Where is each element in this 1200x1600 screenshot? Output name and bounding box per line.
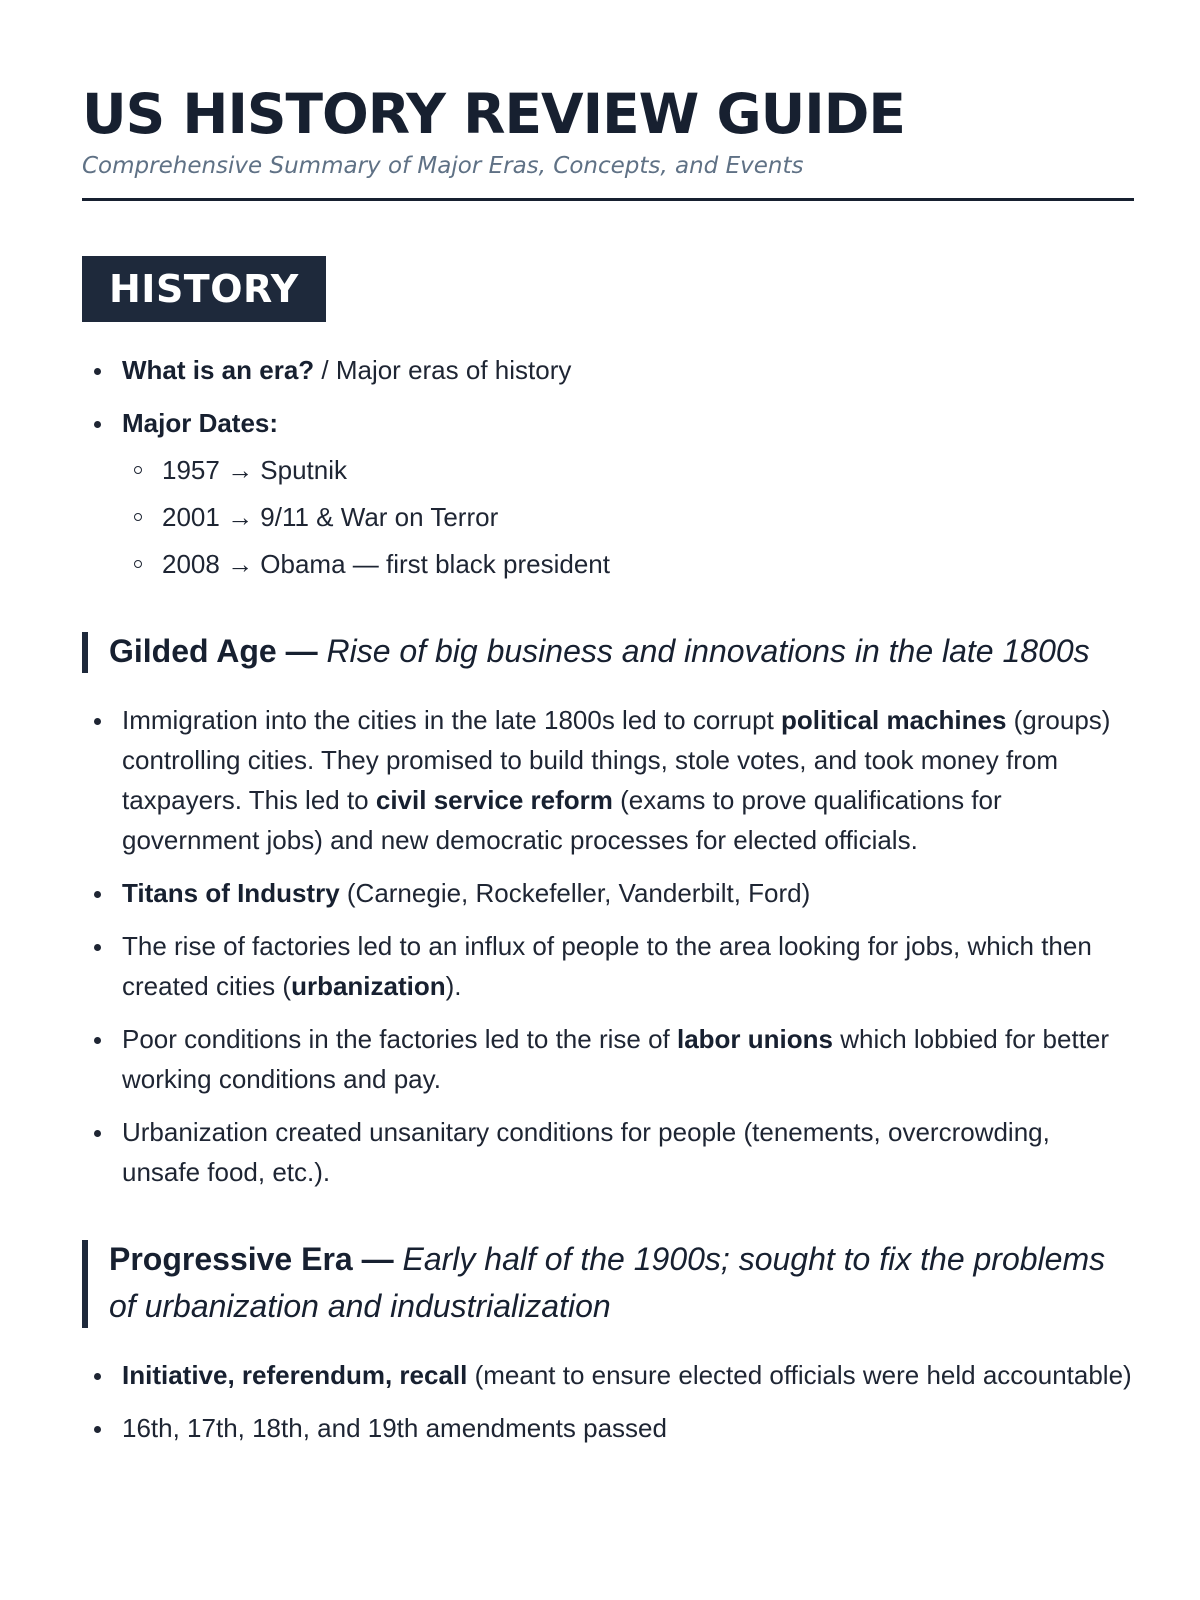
progressive-era-list xyxy=(82,1355,1134,1448)
list-item xyxy=(82,700,1134,860)
list-item xyxy=(82,1019,1134,1099)
list-item-text: ). xyxy=(445,971,462,1001)
key-term: Initiative, referendum, recall xyxy=(122,1360,468,1390)
list-item: Urbanization created unsanitary conditions for people (tenements, overcrowding, unsafe food, etc.). xyxy=(82,1112,1134,1192)
list-item-text: Poor conditions in the factories led to the rise of xyxy=(122,1024,677,1054)
dates-list xyxy=(122,450,1134,584)
key-term: urbanization xyxy=(291,971,446,1001)
list-item xyxy=(82,350,1134,390)
list-item-text: The rise of factories led to an influx of people to the area looking for jobs, which then created cities ( xyxy=(122,931,1092,1001)
key-term: civil service reform xyxy=(375,785,613,815)
key-term: political machines xyxy=(781,705,1007,735)
list-item xyxy=(82,873,1134,913)
era-heading-gilded-age xyxy=(82,628,1134,675)
title-divider xyxy=(82,198,1134,201)
page-title: US HISTORY REVIEW GUIDE xyxy=(82,82,905,146)
page-subtitle: Comprehensive Summary of Major Eras, Concepts, and Events xyxy=(82,153,804,179)
list-item-text: (Carnegie, Rockefeller, Vanderbilt, Ford) xyxy=(339,878,811,908)
list-item: 16th, 17th, 18th, and 19th amendments passed xyxy=(82,1408,1134,1448)
gilded-age-list xyxy=(82,700,1134,1192)
era-name: Progressive Era — xyxy=(109,1241,394,1277)
era-heading-progressive-era xyxy=(82,1236,1134,1330)
list-item xyxy=(82,926,1134,1006)
date-item: 2008 → Obama — first black president xyxy=(122,544,1134,584)
date-item: 1957 → Sputnik xyxy=(122,450,1134,490)
era-description: Early half of the 1900s; sought to fix the problems of urbanization and industrialization xyxy=(109,1241,1106,1324)
era-question: What is an era? xyxy=(122,355,315,385)
list-item xyxy=(82,1355,1134,1395)
list-item-text: (meant to ensure elected officials were held accountable) xyxy=(467,1360,1132,1390)
date-item: 2001 → 9/11 & War on Terror xyxy=(122,497,1134,537)
list-item-text: Immigration into the cities in the late 1800s led to corrupt xyxy=(122,705,782,735)
list-item-text: which lobbied for better working conditions and pay. xyxy=(122,1024,1110,1094)
intro-list xyxy=(82,350,1134,584)
document-page xyxy=(82,0,1134,1461)
era-name: Gilded Age — xyxy=(109,633,318,669)
key-term: Titans of Industry xyxy=(122,878,340,908)
list-item-text: (exams to prove qualifications for government jobs) and new democratic processes for elected officials. xyxy=(122,785,1002,855)
key-term: labor unions xyxy=(676,1024,833,1054)
section-banner-history: HISTORY xyxy=(82,256,326,322)
list-item-text: (groups) controlling cities. They promised to build things, stole votes, and took money from taxpayers. This led to xyxy=(122,705,1111,815)
list-item-text: / Major eras of history xyxy=(314,355,572,385)
list-item xyxy=(82,403,1134,584)
major-dates-label: Major Dates: xyxy=(122,408,279,438)
era-description: Rise of big business and innovations in the late 1800s xyxy=(326,633,1090,669)
